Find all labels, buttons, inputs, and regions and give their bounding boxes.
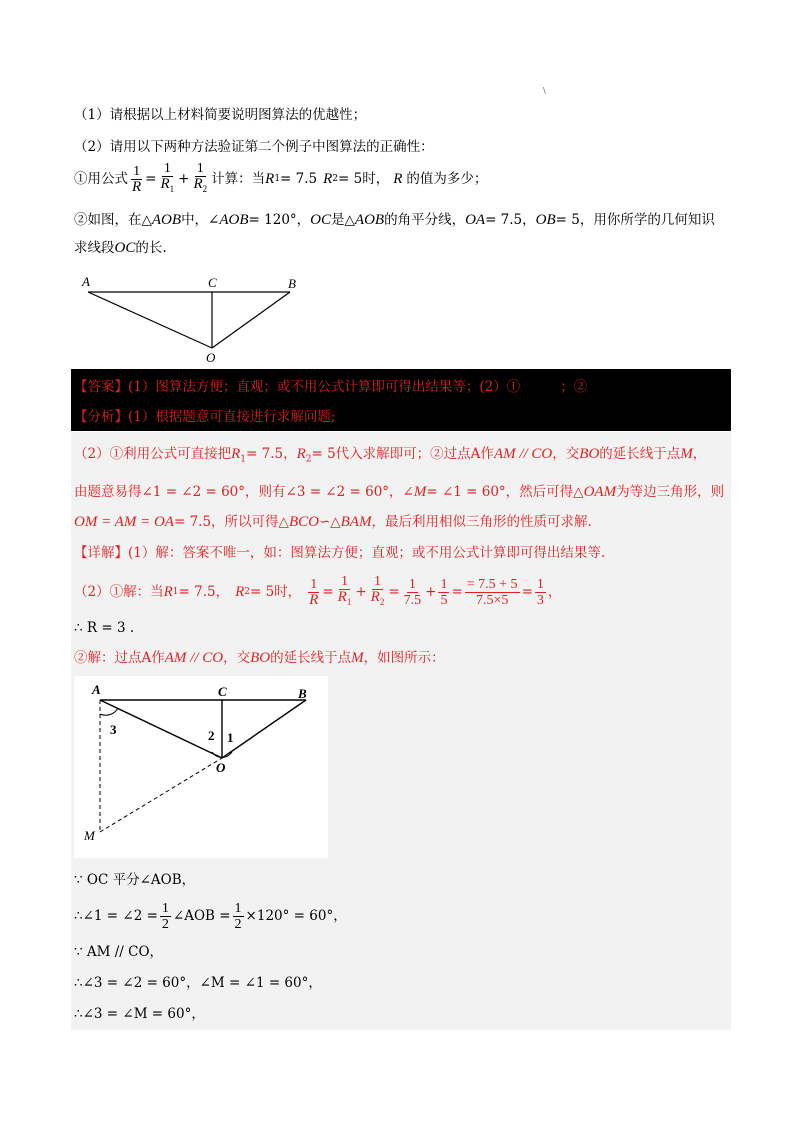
analysis-line: 【分析】(1）根据题意可直接进行求解问题; xyxy=(74,409,336,425)
method-1: ①用公式 $\frac{1}{R}$ = $\frac{1}{R_1}$ + $\frac{1}{R_2}$ 计算：当 R 1 = 7.5 R 2 = 5 时， R 的值为多少； xyxy=(74,164,487,194)
fig1-label-a: A xyxy=(82,274,90,289)
detail-line: 【详解】(1）解：答案不唯一，如：图算法方便；直观；或不用公式计算即可得出结果等. xyxy=(74,545,606,561)
fig1-label-c: C xyxy=(208,275,217,290)
solution-2-intro: ②解：过点A作AM // CO，交BO的延长线于点M，如图所示： xyxy=(74,650,445,666)
fig2-label-m: M xyxy=(84,828,95,843)
proof-line-3: ∵ AM // CO， xyxy=(74,944,164,960)
fraction-1-over-r2: $\frac{1}{R_2}$ xyxy=(193,161,208,194)
fig2-label-o: O xyxy=(216,760,226,775)
method-2-line-2: 求线段OC的长. xyxy=(74,240,167,256)
proof-line-4: ∴∠3 = ∠2 = 60°，∠M = ∠1 = 60°， xyxy=(74,975,322,991)
method-1-prefix: ①用公式 xyxy=(74,171,128,187)
fig2-angle-1: 1 xyxy=(227,730,234,745)
fig2-label-a: A xyxy=(92,682,101,697)
proof-line-5: ∴∠3 = ∠M = 60°， xyxy=(74,1006,205,1022)
fig2-label-c: C xyxy=(218,684,227,699)
fraction-1-over-r: $\frac{1}{R}$ xyxy=(132,163,142,195)
fig1-label-b: B xyxy=(288,276,296,291)
fraction-sum-over-product: $\frac{= 7.5 + 5}{7.5\times 5}$ xyxy=(466,576,518,608)
proof-line-2: ∴∠1 = ∠2 = $\frac{1}{2}$ ∠AOB = $\frac{1}{2}$ ×120° = 60°， xyxy=(74,900,347,932)
answer-line: 【答案】(1）图算法方便；直观；或不用公式计算即可得出结果等；(2）① ；② xyxy=(74,379,588,395)
fig2-angle-3: 3 xyxy=(110,722,117,737)
result-line: ∴ R = 3 . xyxy=(74,620,135,636)
question-1: （1）请根据以上材料简要说明图算法的优越性； xyxy=(74,107,367,123)
triangle-figure-1 xyxy=(74,272,314,367)
analysis-2-line-3: OM = AM = OA= 7.5，所以可得△BCO∽△BAM，最后利用相似三角形的性质可求解. xyxy=(74,514,592,530)
question-2: （2）请用以下两种方法验证第二个例子中图算法的正确性： xyxy=(74,139,434,155)
fig2-label-b: B xyxy=(298,686,307,701)
fraction-1-over-r1: $\frac{1}{R_1}$ xyxy=(160,161,175,194)
fig2-angle-2: 2 xyxy=(208,728,215,743)
fig1-label-o: O xyxy=(206,350,216,365)
triangle-figure-2 xyxy=(74,676,328,858)
analysis-2-line-2: 由题意易得∠1 = ∠2 = 60°，则有∠3 = ∠2 = 60°，∠M= ∠1 = 60°，然后可得△OAM为等边三角形，则 xyxy=(74,484,725,500)
corner-mark: \ xyxy=(543,86,546,95)
analysis-2-line-1: （2）①利用公式可直接把$R_1= 7.5$，$R_2= 5$代入求解即可；②过点A作AM // CO，交BO的延长线于点M， xyxy=(74,446,707,465)
method-2-line-1: ②如图，在△AOB中，∠AOB= 120°，OC是△AOB的角平分线，OA= 7.5，OB= 5，用你所学的几何知识 xyxy=(74,212,715,228)
solution-1: （2）①解：当 R 1 = 7.5， R 2 = 5时， $\frac{1}{R}$ = $\frac{1}{R_1}$ + $\frac{1}{R_2}$ = $\frac{1}{7.5}$ + $\frac{1}{5}$ = $\frac{= 7.5 + 5}{7.5\times 5}$ = $\frac{1}{3}$ ， xyxy=(74,574,562,608)
proof-line-1: ∵ OC 平分∠AOB， xyxy=(74,872,196,888)
